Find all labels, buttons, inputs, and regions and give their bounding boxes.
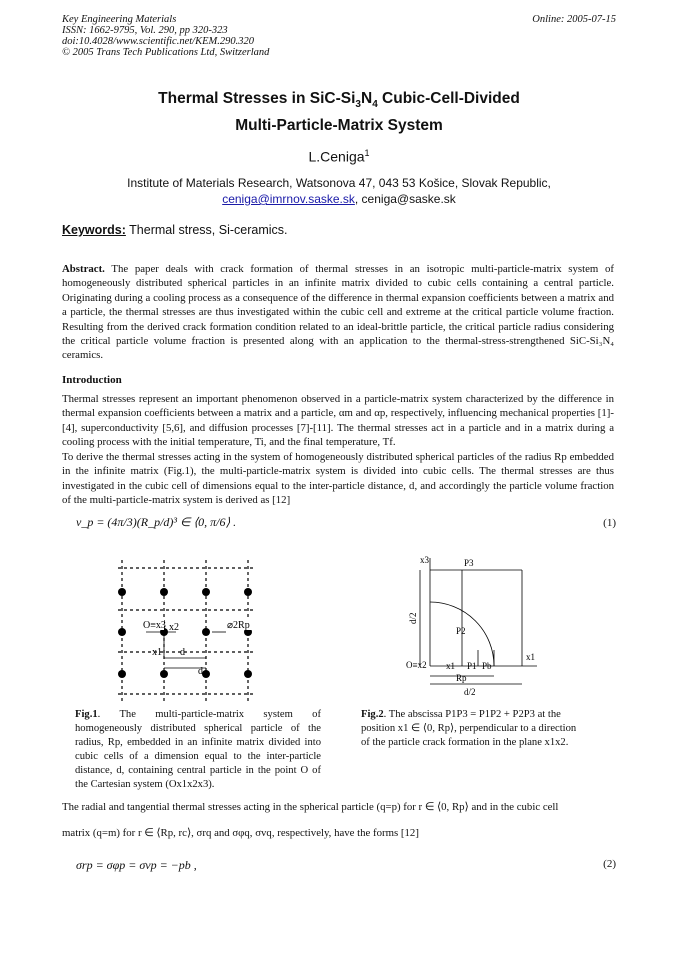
fig2-rp-label: Rp — [456, 673, 467, 683]
issn-line: ISSN: 1662-9795, Vol. 290, pp 320-323 — [62, 25, 228, 36]
paper-title-line2: Multi-Particle-Matrix System — [235, 117, 443, 134]
journal-name: Key Engineering Materials — [62, 14, 177, 25]
body-text-line-1: The radial and tangential thermal stresses acting in the spherical particle (q=p) for r ∈ ⟨0, Rp⟩ and in the cubic cell — [62, 801, 559, 813]
fig1-origin-label: O≡x3 — [143, 620, 166, 631]
affiliation-line: Institute of Materials Research, Watsonova 47, 043 53 Košice, Slovak Republic, — [127, 176, 551, 190]
email-link[interactable]: ceniga@imrnov.saske.sk — [222, 192, 355, 206]
fig2-half-d-label: d/2 — [464, 687, 476, 697]
fig1-x2-label: x2 — [169, 622, 179, 633]
fig2-x1-point-label: x1 — [446, 661, 455, 671]
figure-2-caption: Fig.2. The abscissa P1P3 = P1P2 + P2P3 at the position x1 ∈ ⟨0, Rp⟩, perpendicular to a direction of the particle crack formation in the plane x1x2. — [361, 709, 577, 748]
body-text-line-2: matrix (q=m) for r ∈ ⟨Rp, rc⟩, σrq and σφq, σvq, respectively, have the forms [12] — [62, 827, 419, 839]
figure-1-caption: Fig.1. The multi-particle-matrix system of homogeneously distributed spherical particle of the radius, Rp, embedded in an infinite matrix divided into cubic cells of a dimension equal to the inter-particle distance, d, containing central particle in the point O of the Cartesian system (Ox1x2x3). — [75, 709, 321, 790]
affiliation-emails: ceniga@imrnov.saske.sk, ceniga@saske.sk — [222, 192, 456, 206]
fig2-x3-label: x3 — [420, 555, 429, 565]
fig1-diameter-label: ⌀2Rp — [227, 620, 250, 631]
copyright-line: © 2005 Trans Tech Publications Ltd, Switzerland — [62, 47, 270, 58]
equation-1-number: (1) — [603, 517, 616, 529]
fig1-x1-label: x1 — [152, 647, 162, 658]
section-heading: Introduction — [62, 374, 122, 386]
fig2-p1-label: P1 — [467, 661, 477, 671]
online-date: Online: 2005-07-15 — [532, 14, 616, 25]
fig2-p3-label: P3 — [464, 558, 474, 568]
figure-2 — [402, 554, 542, 700]
intro-paragraph-2: To derive the thermal stresses acting in the system of homogeneously distributed spherical particles of the radius Rp embedded in the infinite matrix (Fig.1), the multi-particle-matrix system is divided into cubic cells. The thermal stresses are thus investigated in the cubic cell of dimensions equal to the inter-particle distance, d, and accordingly the particle volume fraction of the multi-particle-matrix system is derived as [12] — [62, 451, 614, 507]
doi-line: doi:10.4028/www.scientific.net/KEM.290.320 — [62, 36, 254, 47]
intro-paragraph-1: Thermal stresses represent an important phenomenon observed in a particle-matrix system characterized by the difference in thermal expansion coefficients between a matrix and a particle, αm and αp, respectively, influencing mechanical properties [1]-[4], superconductivity [5,6], and diffusion processes [7]-[11]. The thermal stresses act in a particle and in a matrix during a cooling process with the initial temperature, Ti, and the final temperature, Tf. — [62, 393, 614, 449]
fig2-p2-label: P2 — [456, 626, 466, 636]
equation-2-number: (2) — [603, 858, 616, 870]
equation-1: v_p = (4π/3)(R_p/d)³ ∈ ⟨0, π/6⟩ . — [76, 515, 237, 529]
figure-1 — [118, 560, 258, 702]
fig2-x1-axis-label: x1 — [526, 652, 535, 662]
fig2-half-d-vertical-label: d/2 — [408, 612, 418, 624]
author: L.Ceniga$^1$ — [308, 148, 370, 165]
fig2-origin-label: O≡x2 — [406, 660, 427, 670]
equation-2: σrp = σφp = σvp = −pb , — [76, 858, 197, 872]
paper-title-line1: Thermal Stresses in SiC-$Si_3N_4$ Cubic-Cell-Divided — [158, 90, 520, 111]
fig1-d-label: d — [180, 647, 185, 658]
abstract: Abstract. The paper deals with crack formation of thermal stresses in an isotropic multi-particle-matrix system of homogeneously distributed spherical particles in an infinite matrix divided to cubic cells containing a central particle. Originating during a cooling process as a consequence of the difference in thermal expansion coefficients between a matrix and a particle, the thermal stresses are thus investigated within the cubic cell and extreme at the critical particle volume fraction. Resulting from the derived crack formation condition related to an ideal-brittle particle, the critical particle radius considering the critical particle volume fraction is presented along with an application to the thermal-stress-strengthened SiC-Si₃N₄ ceramics. — [62, 263, 614, 362]
fig1-d-label-2: d — [198, 666, 203, 677]
fig2-pb-label: Pb — [482, 661, 492, 671]
keywords: Keywords: Thermal stress, Si-ceramics. — [62, 223, 288, 237]
